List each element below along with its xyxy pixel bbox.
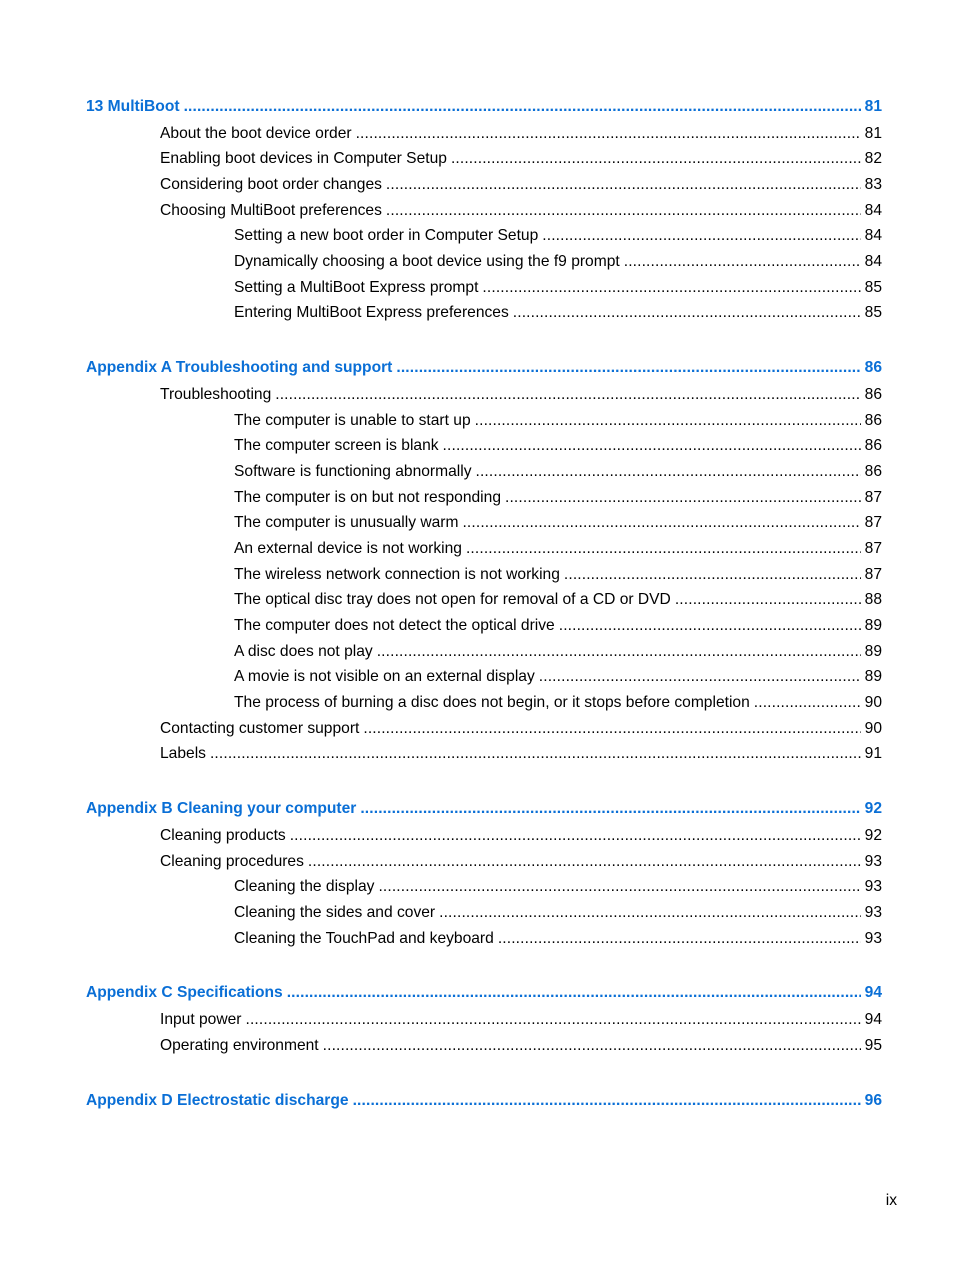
toc-entry[interactable] [0, 487, 954, 509]
toc-entry-title: Cleaning the TouchPad and keyboard [234, 930, 494, 947]
dot-leader [564, 564, 861, 586]
dot-leader [363, 718, 860, 740]
toc-entry-title: Appendix D Electrostatic discharge [86, 1092, 349, 1109]
toc-entry[interactable] [0, 302, 954, 324]
toc-entry-title: Cleaning procedures [160, 853, 304, 870]
toc-entry-page: 85 [864, 279, 882, 296]
dot-leader [439, 902, 861, 924]
toc-entry[interactable] [0, 200, 954, 222]
toc-entry-page: 90 [864, 694, 882, 711]
toc-entry-page: 89 [864, 617, 882, 634]
toc-entry-title: Troubleshooting [160, 386, 272, 403]
dot-leader [287, 982, 861, 1004]
toc-entry-title: The optical disc tray does not open for removal of a CD or DVD [234, 591, 671, 608]
toc-entry-title: Contacting customer support [160, 720, 360, 737]
toc-entry-title: Cleaning products [160, 827, 286, 844]
toc-entry-page: 86 [864, 412, 882, 429]
toc-entry-title: A movie is not visible on an external display [234, 668, 535, 685]
toc-entry-title: Enabling boot devices in Computer Setup [160, 150, 447, 167]
toc-entry[interactable] [0, 277, 954, 299]
dot-leader [308, 851, 861, 873]
dot-leader [210, 743, 861, 765]
toc-entry[interactable] [0, 564, 954, 586]
toc-entry-page: 94 [864, 984, 882, 1001]
toc-entry-page: 86 [864, 463, 882, 480]
toc-entry-page: 84 [864, 227, 882, 244]
dot-leader [353, 1090, 861, 1112]
toc-entry[interactable] [0, 851, 954, 873]
dot-leader [323, 1035, 861, 1057]
toc-entry-page: 92 [864, 827, 882, 844]
toc-entry-title: The wireless network connection is not working [234, 566, 560, 583]
toc-entry-title: Dynamically choosing a boot device using the f9 prompt [234, 253, 620, 270]
toc-entry-title: Considering boot order changes [160, 176, 382, 193]
dot-leader [482, 277, 860, 299]
toc-entry-page: 95 [864, 1037, 882, 1054]
toc-entry-page: 92 [864, 800, 882, 817]
dot-leader [246, 1009, 861, 1031]
toc-entry-page: 81 [864, 98, 882, 115]
toc-entry-page: 93 [864, 853, 882, 870]
dot-leader [443, 435, 861, 457]
toc-entry-page: 91 [864, 745, 882, 762]
toc-entry[interactable] [0, 174, 954, 196]
toc-chapter-entry[interactable] [0, 1090, 954, 1112]
toc-entry-page: 82 [864, 150, 882, 167]
toc-entry-page: 85 [864, 304, 882, 321]
toc-entry-page: 86 [864, 359, 882, 376]
toc-chapter-entry[interactable] [0, 357, 954, 379]
toc-entry-title: A disc does not play [234, 643, 373, 660]
toc-entry-title: Software is functioning abnormally [234, 463, 472, 480]
toc-entry[interactable] [0, 384, 954, 406]
dot-leader [505, 487, 861, 509]
dot-leader [754, 692, 861, 714]
toc-entry-page: 86 [864, 437, 882, 454]
toc-entry-title: Setting a new boot order in Computer Setup [234, 227, 539, 244]
toc-entry-title: The process of burning a disc does not begin, or it stops before completion [234, 694, 750, 711]
toc-entry[interactable] [0, 692, 954, 714]
toc-entry[interactable] [0, 876, 954, 898]
toc-entry-title: Appendix A Troubleshooting and support [86, 359, 393, 376]
toc-entry[interactable] [0, 512, 954, 534]
toc-entry[interactable] [0, 825, 954, 847]
dot-leader [396, 357, 860, 379]
toc-entry-title: Cleaning the sides and cover [234, 904, 436, 921]
toc-entry-title: The computer is on but not responding [234, 489, 501, 506]
toc-entry[interactable] [0, 589, 954, 611]
dot-leader [476, 461, 861, 483]
toc-entry-title: Labels [160, 745, 206, 762]
toc-entry-title: The computer is unusually warm [234, 514, 459, 531]
toc-entry-title: Appendix C Specifications [86, 984, 283, 1001]
toc-entry[interactable] [0, 251, 954, 273]
toc-entry[interactable] [0, 410, 954, 432]
dot-leader [377, 641, 861, 663]
toc-chapter-entry[interactable] [0, 96, 954, 118]
dot-leader [360, 798, 860, 820]
toc-entry-title: The computer screen is blank [234, 437, 439, 454]
dot-leader [539, 666, 861, 688]
toc-entry-title: About the boot device order [160, 125, 352, 142]
toc-entry[interactable] [0, 928, 954, 950]
toc-entry[interactable] [0, 148, 954, 170]
toc-entry-title: The computer does not detect the optical drive [234, 617, 555, 634]
toc-entry-title: 13 MultiBoot [86, 98, 180, 115]
toc-entry-page: 93 [864, 904, 882, 921]
toc-entry-title: The computer is unable to start up [234, 412, 471, 429]
dot-leader [290, 825, 861, 847]
toc-entry-page: 84 [864, 253, 882, 270]
toc-entry-page: 81 [864, 125, 882, 142]
toc-entry-page: 89 [864, 668, 882, 685]
dot-leader [466, 538, 861, 560]
toc-entry-page: 86 [864, 386, 882, 403]
toc-entry-title: Operating environment [160, 1037, 319, 1054]
toc-entry[interactable] [0, 461, 954, 483]
toc-entry[interactable] [0, 666, 954, 688]
toc-entry-page: 88 [864, 591, 882, 608]
toc-entry-title: Entering MultiBoot Express preferences [234, 304, 509, 321]
toc-entry[interactable] [0, 538, 954, 560]
toc-entry-title: Input power [160, 1011, 242, 1028]
toc-entry-title: Cleaning the display [234, 878, 375, 895]
toc-entry-page: 89 [864, 643, 882, 660]
toc-entry[interactable] [0, 718, 954, 740]
toc-entry[interactable] [0, 1009, 954, 1031]
toc-entry-title: Choosing MultiBoot preferences [160, 202, 382, 219]
toc-entry[interactable] [0, 902, 954, 924]
toc-entry[interactable] [0, 123, 954, 145]
toc-entry-page: 93 [864, 878, 882, 895]
toc-entry-page: 83 [864, 176, 882, 193]
toc-entry-page: 90 [864, 720, 882, 737]
toc-entry-title: An external device is not working [234, 540, 462, 557]
dot-leader [513, 302, 861, 324]
page-number: ix [885, 1192, 897, 1209]
toc-entry-page: 87 [864, 540, 882, 557]
toc-entry[interactable] [0, 435, 954, 457]
dot-leader [386, 174, 861, 196]
dot-leader [542, 225, 860, 247]
dot-leader [386, 200, 861, 222]
toc-entry-page: 93 [864, 930, 882, 947]
toc-entry[interactable] [0, 615, 954, 637]
dot-leader [451, 148, 861, 170]
toc-chapter-entry[interactable] [0, 798, 954, 820]
toc-entry-page: 87 [864, 566, 882, 583]
toc-entry[interactable] [0, 743, 954, 765]
toc-entry[interactable] [0, 641, 954, 663]
dot-leader [559, 615, 861, 637]
toc-entry-title: Setting a MultiBoot Express prompt [234, 279, 479, 296]
dot-leader [356, 123, 861, 145]
toc-entry-page: 96 [864, 1092, 882, 1109]
dot-leader [378, 876, 860, 898]
toc-entry-title: Appendix B Cleaning your computer [86, 800, 357, 817]
dot-leader [675, 589, 861, 611]
toc-entry[interactable] [0, 225, 954, 247]
dot-leader [475, 410, 861, 432]
toc-entry-page: 84 [864, 202, 882, 219]
dot-leader [275, 384, 860, 406]
toc-entry[interactable] [0, 1035, 954, 1057]
dot-leader [624, 251, 861, 273]
toc-chapter-entry[interactable] [0, 982, 954, 1004]
toc-entry-page: 94 [864, 1011, 882, 1028]
toc-entry-page: 87 [864, 489, 882, 506]
dot-leader [498, 928, 861, 950]
dot-leader [184, 96, 861, 118]
dot-leader [462, 512, 860, 534]
toc-entry-page: 87 [864, 514, 882, 531]
